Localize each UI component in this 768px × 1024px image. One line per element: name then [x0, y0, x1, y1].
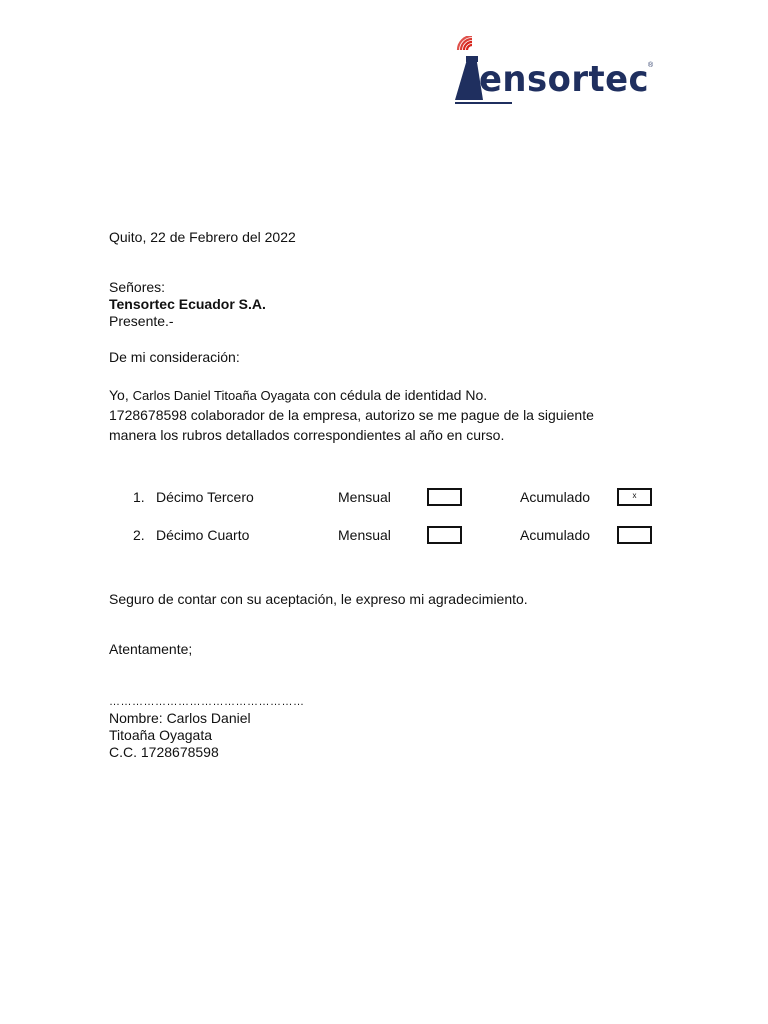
registered-mark: ®: [648, 62, 654, 69]
closing-line: Seguro de contar con su aceptación, le expreso mi agradecimiento.: [109, 591, 528, 607]
item-number: 1.: [133, 489, 145, 505]
sign-off: Atentamente;: [109, 641, 193, 657]
employee-name: Carlos Daniel Titoaña Oyagata: [132, 388, 310, 403]
logo-wordmark: ensortec: [479, 59, 650, 100]
option-acumulado-label: Acumulado: [520, 489, 591, 505]
option-mensual-label: Mensual: [338, 489, 391, 505]
mensual-checkbox[interactable]: [427, 488, 462, 506]
body-suffix: con cédula de identidad No.: [309, 387, 488, 403]
item-label: Décimo Tercero: [156, 489, 254, 505]
acumulado-checkbox[interactable]: [617, 488, 652, 506]
body-line-2: 1728678598 colaborador de la empresa, autorizo se me pague de la siguiente: [109, 407, 594, 423]
presente-line: Presente.-: [109, 313, 174, 329]
salutation: Señores:: [109, 279, 166, 295]
option-acumulado-label: Acumulado: [520, 527, 591, 543]
signer-name-line-2: Titoaña Oyagata: [109, 727, 212, 743]
item-label: Décimo Cuarto: [156, 527, 250, 543]
signer-id: C.C. 1728678598: [109, 744, 219, 760]
item-number: 2.: [133, 527, 145, 543]
body-prefix: Yo,: [109, 387, 133, 403]
company-logo: [452, 36, 662, 106]
option-mensual-label: Mensual: [338, 527, 391, 543]
body-line-3: manera los rubros detallados correspondientes al año en curso.: [109, 427, 505, 443]
greeting: De mi consideración:: [109, 349, 240, 365]
signer-name-line-1: Nombre: Carlos Daniel: [109, 710, 251, 726]
checkbox-mark: x: [632, 491, 637, 500]
company-name: Tensortec Ecuador S.A.: [109, 296, 266, 312]
date-line: Quito, 22 de Febrero del 2022: [109, 229, 296, 245]
mensual-checkbox[interactable]: [427, 526, 462, 544]
acumulado-checkbox[interactable]: [617, 526, 652, 544]
signature-line: ……………………………………………: [109, 696, 305, 708]
body-line-1: [109, 387, 487, 404]
